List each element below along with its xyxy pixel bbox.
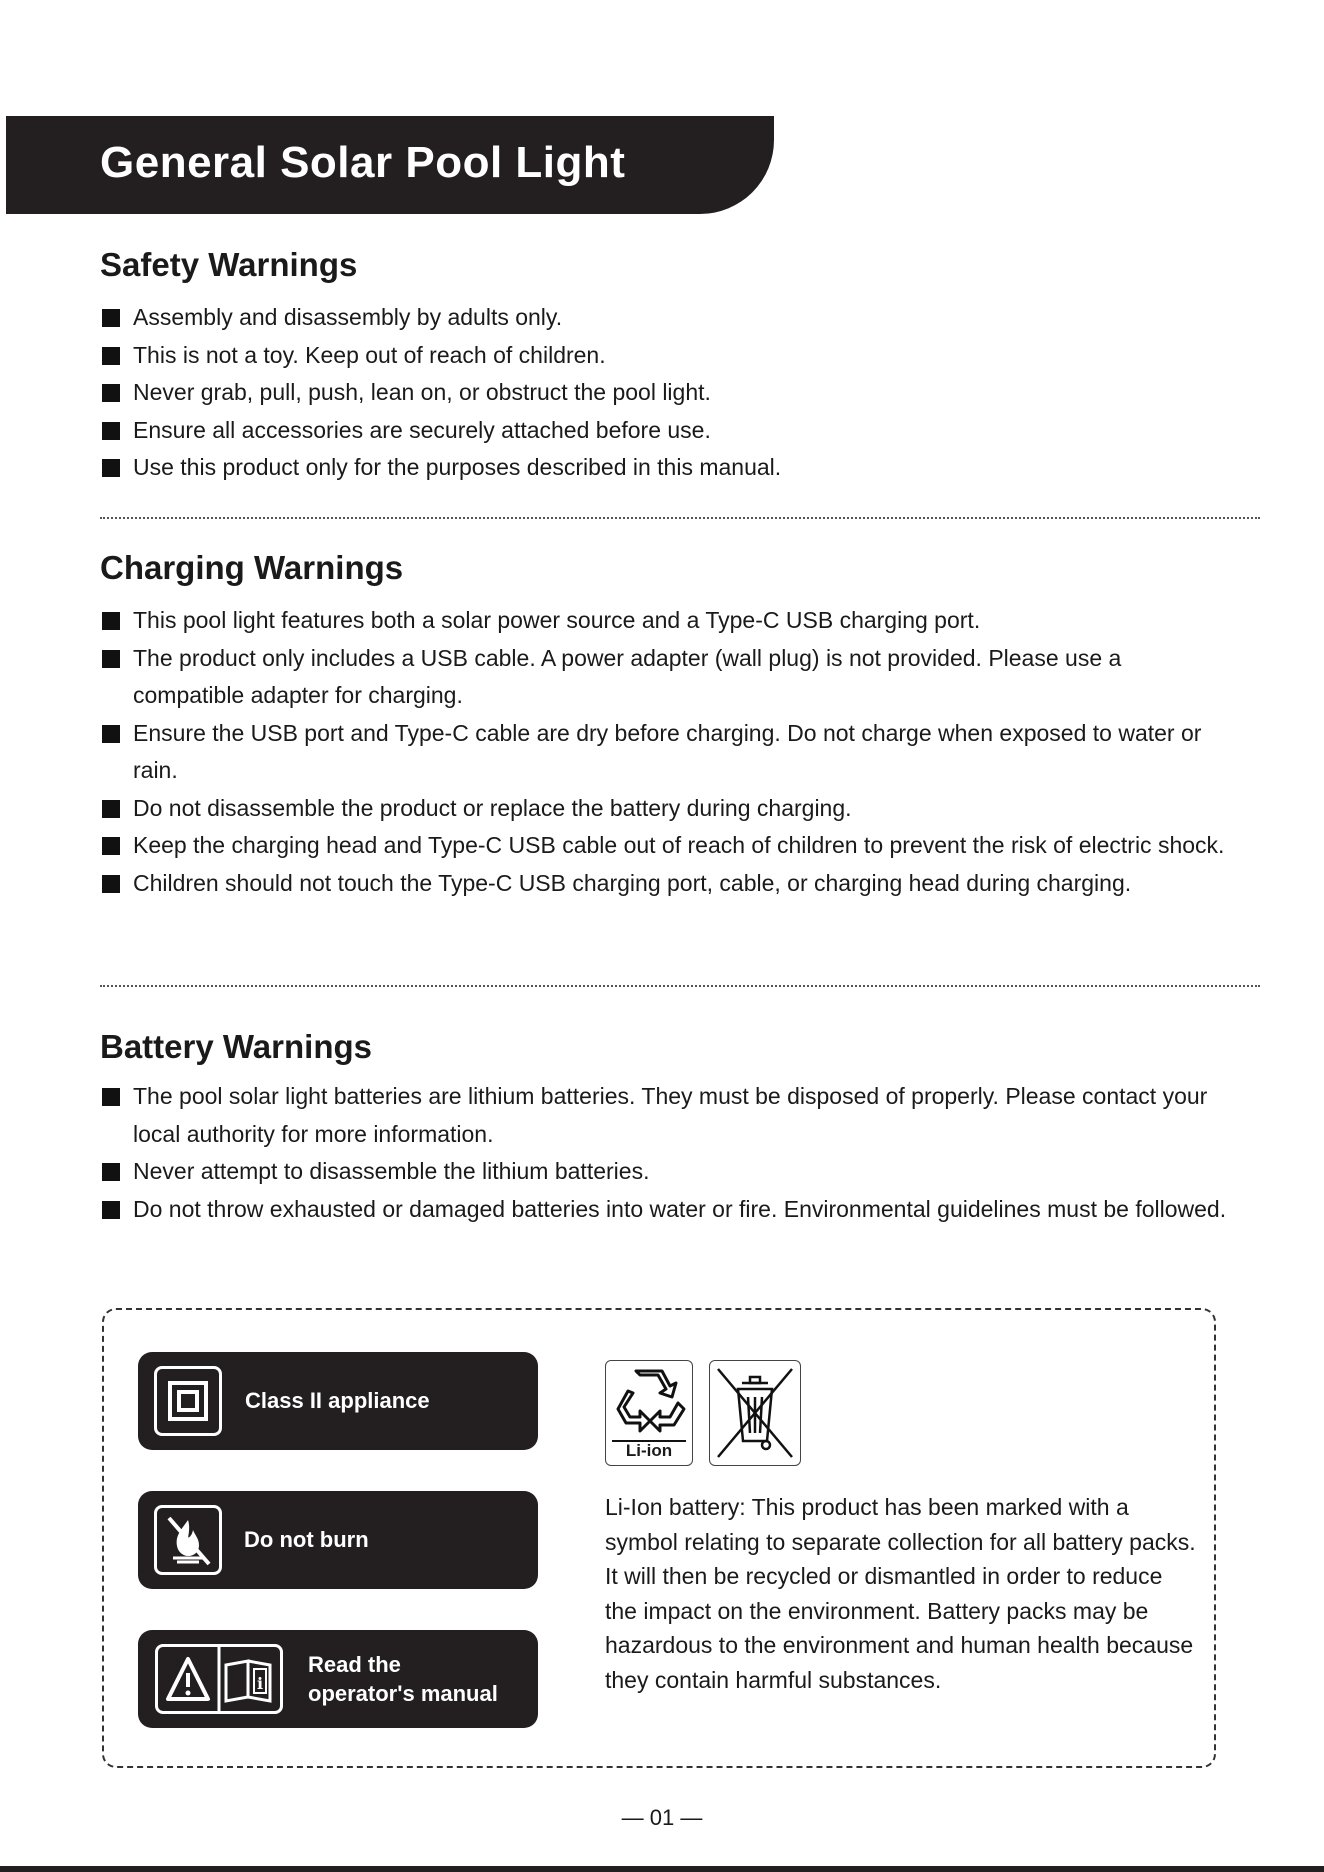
dotted-divider [100,517,1260,519]
page-number: — 01 — [621,1805,703,1830]
battery-warnings-list [100,1078,1230,1228]
bullet-square-icon [102,800,120,818]
page-title: General Solar Pool Light [100,138,626,187]
bullet-square-icon [102,837,120,855]
bullet-square-icon [102,650,120,668]
read-manual-badge [138,1630,538,1728]
svg-text:i: i [256,1674,264,1693]
do-not-burn-badge [138,1491,538,1589]
list-item: Ensure all accessories are securely attached before use. [100,412,1230,450]
list-item: Use this product only for the purposes described in this manual. [100,449,1230,487]
list-item: Children should not touch the Type-C USB charging port, cable, or charging head during charging. [100,865,1230,903]
do-not-burn-label: Do not burn [244,1527,369,1552]
bullet-square-icon [102,612,120,630]
crossed-bin-icon [709,1360,801,1466]
section-heading-battery: Battery Warnings [100,1028,372,1065]
safety-warnings-list [100,299,1230,487]
bullet-square-icon [102,459,120,477]
read-manual-icon [155,1644,283,1714]
list-item: Keep the charging head and Type-C USB cable out of reach of children to prevent the risk of electric shock. [100,827,1230,865]
list-item: Never grab, pull, push, lean on, or obstruct the pool light. [100,374,1230,412]
li-ion-description: Li-Ion battery: This product has been marked with a symbol relating to separate collection for all battery packs. It will then be recycled or dismantled in order to reduce the impact on the environment. Battery packs may be hazardous to the environment and human health because they contain harmful substances. [605,1494,1196,1693]
list-item: Never attempt to disassemble the lithium batteries. [100,1153,1230,1191]
list-item: Ensure the USB port and Type-C cable are dry before charging. Do not charge when exposed to water or rain. [100,715,1230,790]
bullet-square-icon [102,347,120,365]
class-2-icon [154,1366,222,1436]
list-item: Do not throw exhausted or damaged batteries into water or fire. Environmental guidelines must be followed. [100,1191,1230,1229]
dotted-divider [100,985,1260,987]
list-item: Do not disassemble the product or replace the battery during charging. [100,790,1230,828]
bullet-square-icon [102,1088,120,1106]
recycle-icon [605,1360,693,1466]
section-heading-charging: Charging Warnings [100,549,404,586]
list-item: The pool solar light batteries are lithium batteries. They must be disposed of properly. Please contact your local authority for more information. [100,1078,1230,1153]
bullet-square-icon [102,384,120,402]
list-item: Assembly and disassembly by adults only. [100,299,1230,337]
bullet-square-icon [102,1163,120,1181]
bullet-square-icon [102,422,120,440]
read-manual-label-line1: Read the [308,1652,401,1677]
li-ion-label: Li-ion [625,1441,673,1460]
list-item: The product only includes a USB cable. A power adapter (wall plug) is not provided. Please use a compatible adapter for charging. [100,640,1230,715]
title-banner [6,116,774,214]
bullet-square-icon [102,725,120,743]
list-item: This is not a toy. Keep out of reach of children. [100,337,1230,375]
read-manual-label-line2: operator's manual [308,1681,498,1706]
class-ii-label: Class II appliance [245,1388,430,1413]
section-heading-safety: Safety Warnings [100,246,358,283]
charging-warnings-list [100,602,1230,902]
bullet-square-icon [102,875,120,893]
class-ii-badge [138,1352,538,1450]
bullet-square-icon [102,309,120,327]
bullet-square-icon [102,1201,120,1219]
bottom-rule [0,1866,1324,1872]
list-item: This pool light features both a solar power source and a Type-C USB charging port. [100,602,1230,640]
no-burn-icon [154,1505,222,1575]
